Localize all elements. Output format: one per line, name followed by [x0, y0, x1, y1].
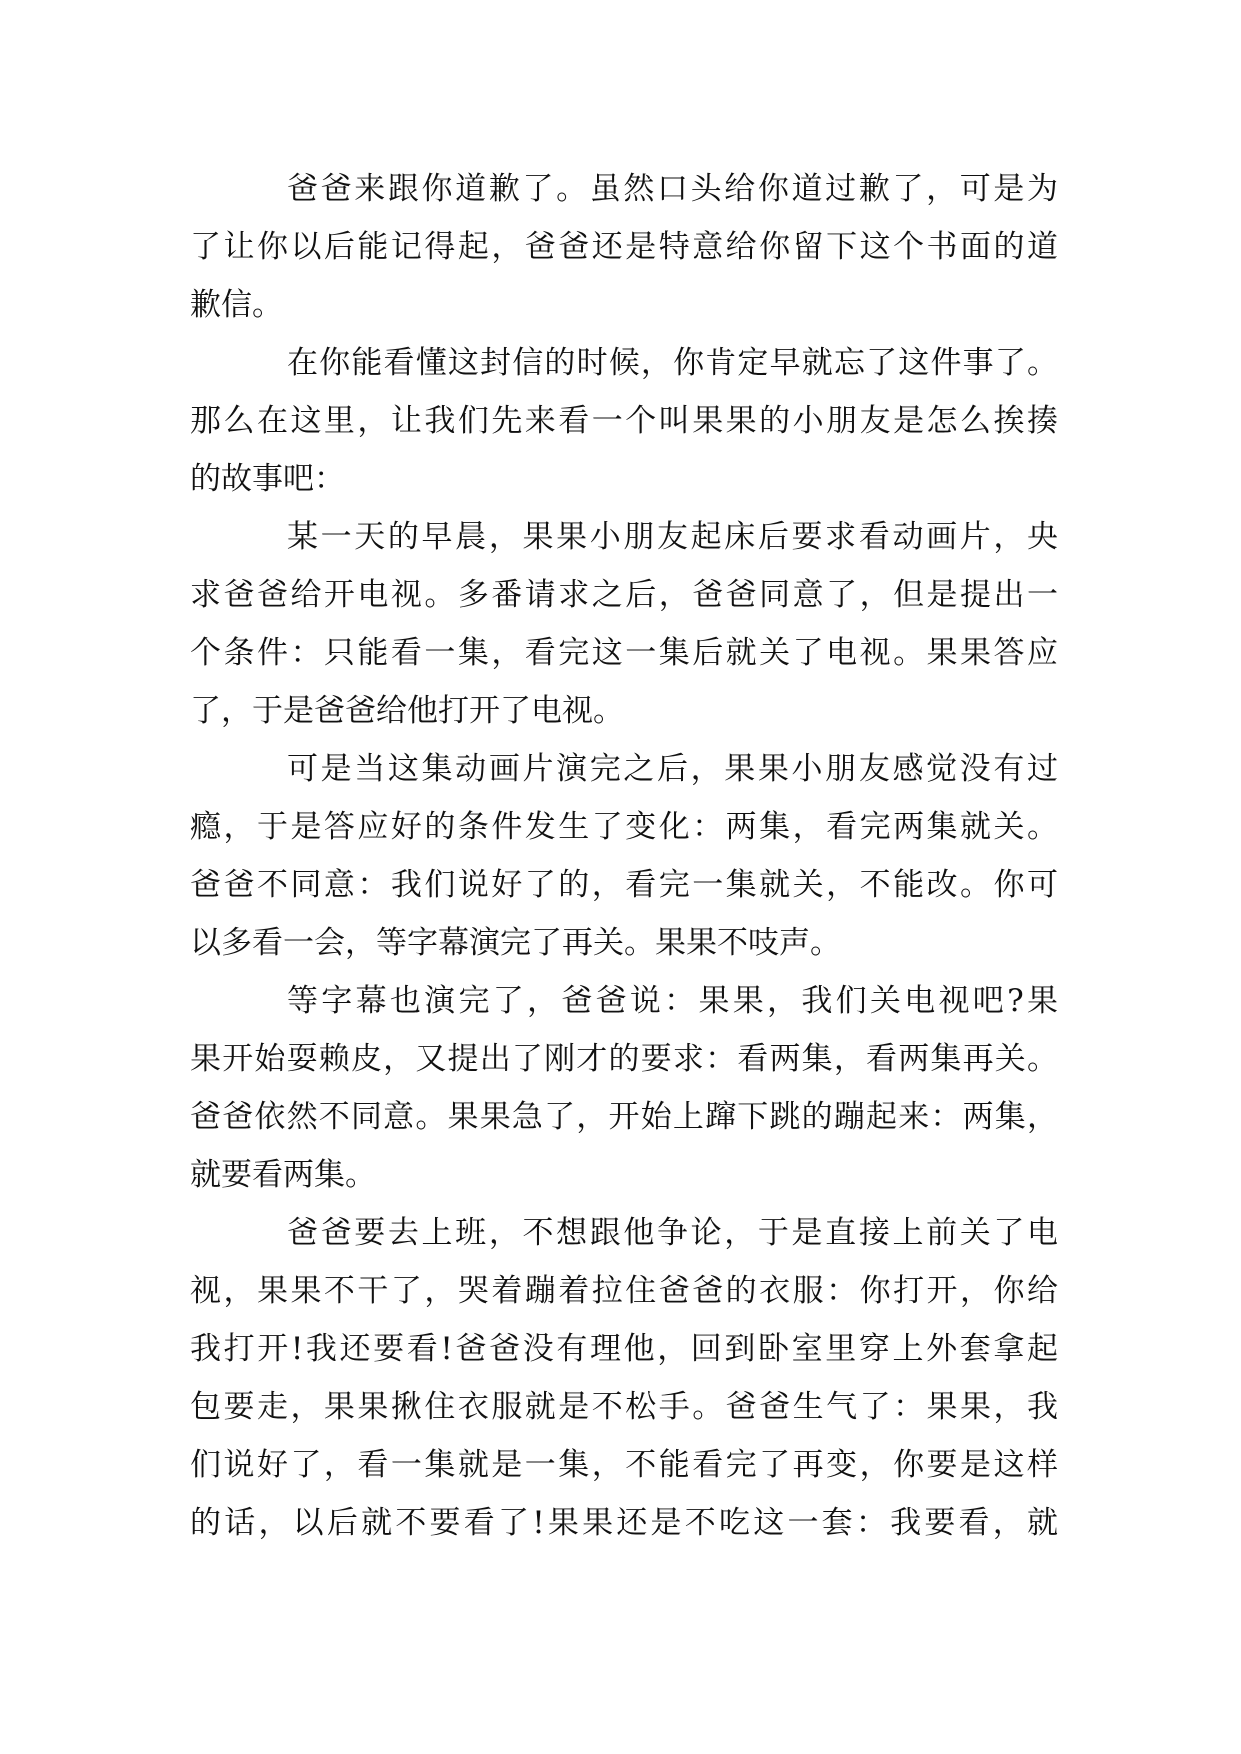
text-line: 在你能看懂这封信的时候，你肯定早就忘了这件事了。 — [287, 345, 1058, 381]
text-line: 我打开!我还要看!爸爸没有理他，回到卧室里穿上外套拿起 — [190, 1331, 1058, 1367]
text-line: 的话，以后就不要看了!果果还是不吃这一套：我要看，就 — [190, 1505, 1058, 1541]
text-line: 那么在这里，让我们先来看一个叫果果的小朋友是怎么挨揍 — [190, 403, 1058, 439]
text-line: 歉信。 — [190, 287, 283, 323]
text-line: 爸爸来跟你道歉了。虽然口头给你道过歉了，可是为 — [287, 171, 1058, 207]
text-line: 以多看一会，等字幕演完了再关。果果不吱声。 — [190, 925, 841, 961]
text-line: 果开始耍赖皮，又提出了刚才的要求：看两集，看两集再关。 — [190, 1041, 1058, 1077]
text-line: 可是当这集动画片演完之后，果果小朋友感觉没有过 — [287, 751, 1058, 787]
paragraph-1 — [190, 160, 1058, 334]
paragraph-4 — [190, 740, 1058, 972]
text-line: 视，果果不干了，哭着蹦着拉住爸爸的衣服：你打开，你给 — [190, 1273, 1058, 1309]
text-line: 爸爸依然不同意。果果急了，开始上蹿下跳的蹦起来：两集， — [190, 1099, 1058, 1135]
text-line: 爸爸不同意：我们说好了的，看完一集就关，不能改。你可 — [190, 867, 1058, 903]
text-line: 包要走，果果揪住衣服就是不松手。爸爸生气了：果果，我 — [190, 1389, 1058, 1425]
text-line: 了让你以后能记得起，爸爸还是特意给你留下这个书面的道 — [190, 229, 1058, 265]
text-line: 们说好了，看一集就是一集，不能看完了再变，你要是这样 — [190, 1447, 1058, 1483]
paragraph-2 — [190, 334, 1058, 508]
paragraph-5 — [190, 972, 1058, 1204]
text-line: 了，于是爸爸给他打开了电视。 — [190, 693, 624, 729]
text-line: 某一天的早晨，果果小朋友起床后要求看动画片，央 — [287, 519, 1058, 555]
text-line: 瘾，于是答应好的条件发生了变化：两集，看完两集就关。 — [190, 809, 1058, 845]
text-line: 求爸爸给开电视。多番请求之后，爸爸同意了，但是提出一 — [190, 577, 1058, 613]
text-line: 的故事吧： — [190, 461, 345, 497]
text-line: 等字幕也演完了，爸爸说：果果，我们关电视吧?果 — [287, 983, 1058, 1019]
paragraph-6 — [190, 1204, 1058, 1552]
paragraph-3 — [190, 508, 1058, 740]
text-line: 个条件：只能看一集，看完这一集后就关了电视。果果答应 — [190, 635, 1058, 671]
text-line: 爸爸要去上班，不想跟他争论，于是直接上前关了电 — [287, 1215, 1058, 1251]
letter-body — [190, 160, 1058, 1552]
text-line: 就要看两集。 — [190, 1157, 376, 1193]
